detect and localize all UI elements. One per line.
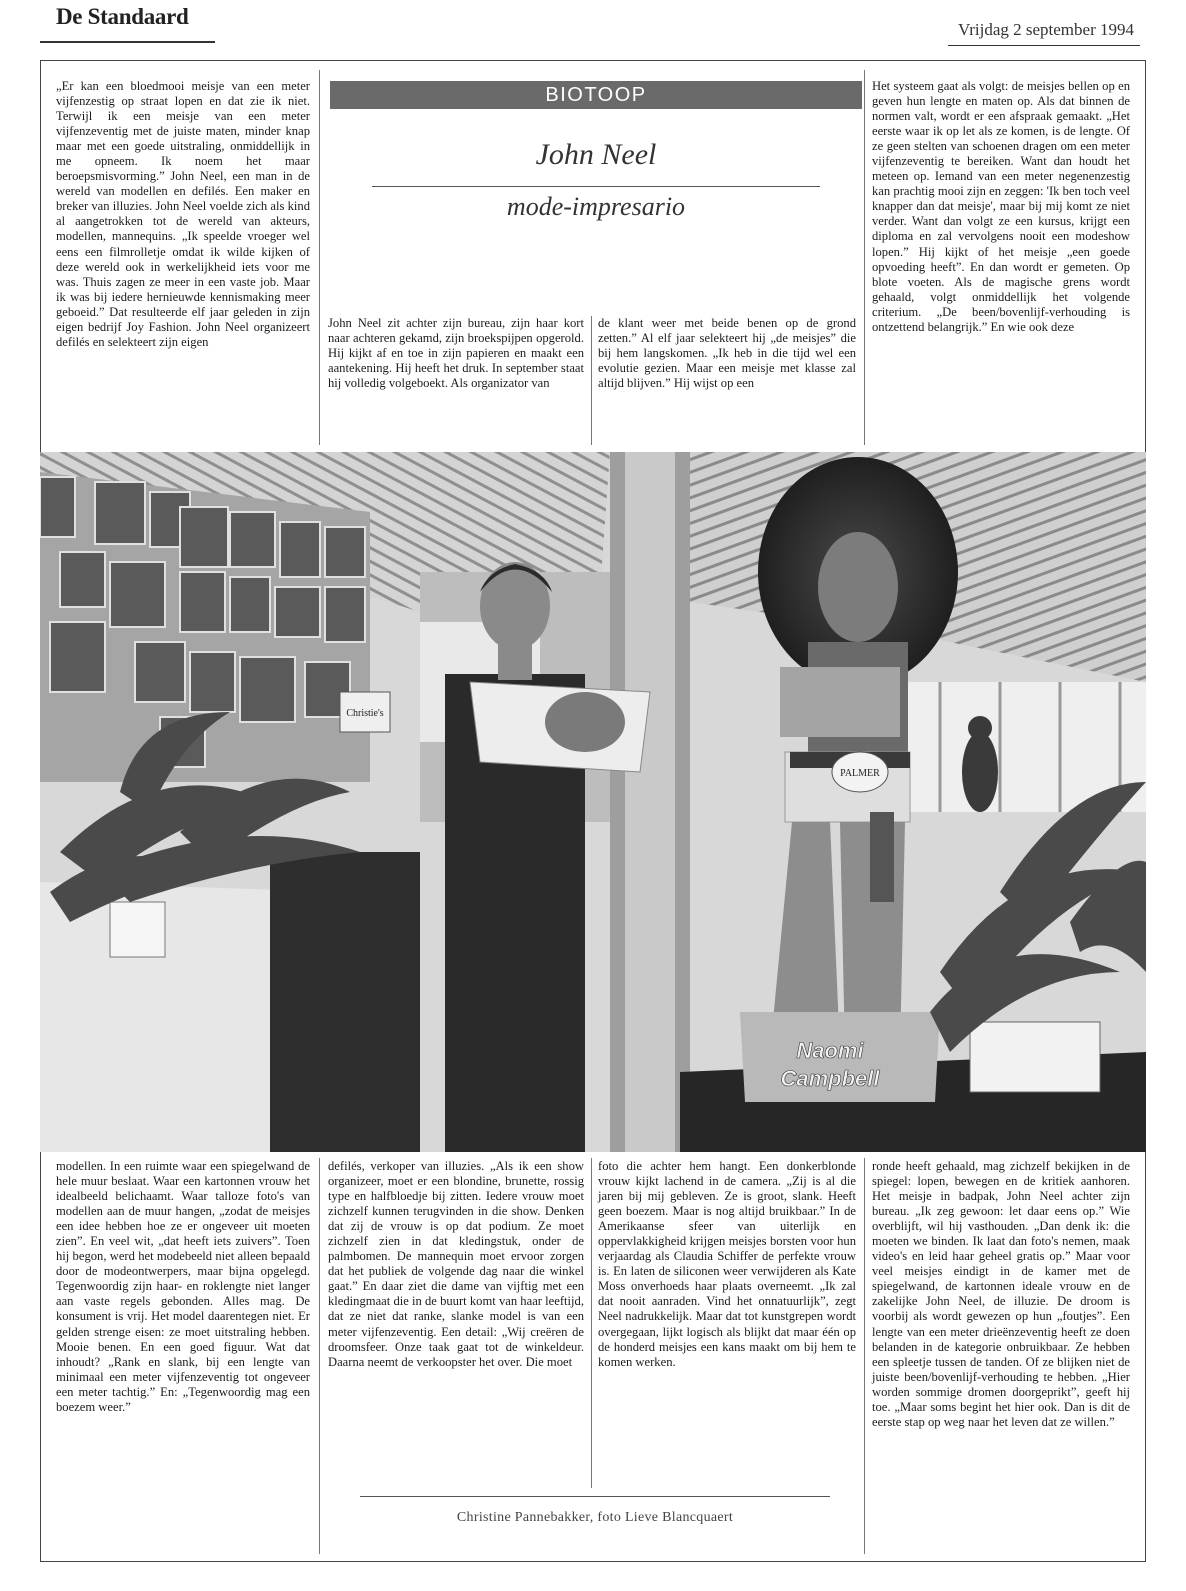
cutout-caption-line2: Campbell	[780, 1066, 880, 1091]
bottom-column-4-text: ronde heeft gehaald, mag zichzelf bekijken in de spiegel: lopen, bewegen en de kritiek aanhoren. Het meisje in badpak, John Neel achter zijn bureau. „Ik zeg gewoon: let daar eens op.” Wie overblijft, wil hij vasthouden. „Dan denk ik: die moeten we binden. Ik laat dan foto's nemen, maak video's en leid haar geheel gratis op.” Maar voor veel meisjes eindigt in de kamer met de spiegelwand, de kartonnen ideale vrouw en de zakelijke John Neel, de illuzie. De droom is voorbij als wordt gewezen op hun „foutjes”. Een lengte van een meter drieënzeventig heeft ze doen belanden in de kategorie onbruikbaar. Ze hebben een spleetje tussen de tanden. Of ze blijken niet de juiste been/bovenlijf-verhouding te hebben. „Hier worden sommige dromen doorgeprikt”, geeft hij toe. „Maar soms begint het hier ook. Dan is dit de eerste stap op weg naar het leven dat ze willen.”	[872, 1159, 1130, 1429]
headline-name: John Neel	[535, 138, 657, 171]
top-column-4	[872, 79, 1130, 335]
bottom-column-2	[328, 1159, 584, 1370]
bottom-column-1-text: modellen. In een ruimte waar een spiegelwand de hele muur beslaat. Waar een kartonnen vrouw het idealbeeld belichaamt. Waar talloze foto's van modellen aan de muur hangen, „zodat de meisjes een idee hebben hoe ze er ongeveer uit moeten zien”. En veel wit, „dat heeft iets zuivers”. Toen hij begon, werd het modebeeld niet alleen bepaald door de modeontwerpers, maar bijna opgelegd. Tegenwoordig zijn haar- en roklengte niet langer aan vaste regels gebonden. Alles mag. De konsument is vrij. Het model daarentegen niet. Er gelden strenge eisen: ze moet uitstraling hebben. Mooie benen. En een goed figuur. Wat dat inhoudt? „Rank en slank, bij een lengte van minimaal een meter vijfenzeventig tot ongeveer een meter tachtig.” En: „Tegenwoordig mag een boezem weer.”	[56, 1159, 310, 1414]
top-column-1-text: „Er kan een bloedmooi meisje van een meter vijfenzestig op straat lopen en dat zie ik niet. Terwijl ik een meisje van een meter vijfenzeventig met de juiste maten, minder knap maar met een goede uitstraling, onmiddellijk in me opneem. Ik noem het maar beroepsmisvorming.” John Neel, een man in de wereld van modellen en defilés. Een maker en breker van illuzies. John Neel voelde zich als kind al aangetrokken tot de wereld van akteurs, modellen, mannequins. „Ik speelde vroeger wel eens een filmrolletje omdat ik wilde kijken of deze wereld ook in werkelijkheid iets voor me was. Thuis zagen ze meer in een vaste job. Maar ik was bij iedere hernieuwde kennismaking meer geboeid.” Dat resulteerde elf jaar geleden in zijn eigen bedrijf Joy Fashion. John Neel organizeert defilés en selekteert zijn eigen	[56, 79, 310, 349]
column-divider	[319, 70, 320, 445]
top-column-4-text: Het systeem gaat als volgt: de meisjes bellen op en geven hun lengte en maten op. Als dat binnen de normen valt, wordt er een afspraak gemaakt. „Het eerste waar ik op let als ze komen, is de lengte. Of ze geen stelten van schoenen dragen om een meter vijfenzeventig te bereiken. Want dan houdt het meteen op. Iemand van een meter negenenzestig kan prachtig mooi zijn en zeggen: 'Ik ben toch veel knapper dan dat meisje', maar bij mij komt ze niet verder. Want dan volgt ze een kursus, krijgt een diploma en zal vervolgens nooit een modeshow lopen.” Hij kijkt of het meisje „een goede opvoeding heeft”. En dan wordt er gemeten. Op blote voeten. Als de magische grens wordt gehaald, volgt onmiddellijk het volgende criterium. „De been/bovenlijf-verhouding is ontzettend belangrijk.” En wie ook deze	[872, 79, 1130, 334]
byline-rule	[360, 1496, 830, 1497]
dateline-rule	[948, 45, 1140, 46]
bottom-column-2-text: defilés, verkoper van illuzies. „Als ik een show organizeer, moet er een blondine, brunette, rossig type en halfbloedje bij zitten. Iedere vrouw moet zichzelf kunnen terugvinden in die show. Denken dat zij de vrouw is op dat podium. Ze moet zichzelf zien in dat kledingstuk, onder de palmbomen. De mannequin moet ervoor zorgen dat het publiek de volgende dag naar die winkel gaat.” En daar ziet die dame van vijftig met een kledingmaat die in de buurt komt van haar leeftijd, dat ze niet dat ranke, slanke model is van een meter vijfenzeventig. Een detail: „Wij creëren de droomsfeer. Onze taak gaat tot de winkeldeur. Daarna neemt de verkoopster het over. Die moet	[328, 1159, 584, 1369]
top-column-3	[598, 316, 856, 391]
cutout-caption-line1: Naomi	[796, 1038, 864, 1063]
column-divider	[864, 1158, 865, 1554]
masthead-rule	[40, 41, 215, 43]
top-column-1	[56, 79, 310, 350]
column-divider	[864, 70, 865, 445]
column-divider	[591, 1158, 592, 1488]
poster-label: Christie's	[346, 708, 384, 719]
top-column-2	[328, 316, 584, 391]
headline-rule	[372, 186, 820, 187]
belt-badge: PALMER	[840, 768, 880, 779]
bottom-column-1	[56, 1159, 310, 1415]
column-divider	[591, 316, 592, 445]
top-column-3-text: de klant weer met beide benen op de grond zetten.” Al elf jaar selekteert hij „de meisjes” die bij hem langskomen. „Ik heb in die tijd wel een evolutie gezien. Maar een meisje met klasse zal altijd blijven.” Hij wijst op een	[598, 316, 856, 391]
bottom-column-3	[598, 1159, 856, 1370]
office-photo	[40, 452, 1146, 1152]
bottom-column-3-text: foto die achter hem hangt. Een donkerblonde vrouw kijkt lachend in de camera. „Zij is al die jaren bij mij gebleven. Ze is groot, slank. Heeft geen boezem. Maar is nog altijd bruikbaar.” In de Amerikaanse sfeer van uiterlijk en oppervlakkigheid krijgen meisjes borsten voor hun verjaardag als Claudia Schiffer de perfekte vrouw is. En laten de siliconen weer verwijderen als Kate Moss onverhoeds haar plaats overneemt. „Ik zal dat nooit aanraden. Vind het onnatuurlijk”, zegt Neel nadrukkelijk. Maar dat tot kunstgrepen wordt overgegaan, lijkt logisch als blijkt dat maar één op de honderd meisjes een kans maakt om bij hem te komen werken.	[598, 1159, 856, 1369]
byline: Christine Pannebakker, foto Lieve Blancquaert	[456, 1510, 734, 1525]
article-photo	[40, 452, 1146, 1152]
top-column-2-text: John Neel zit achter zijn bureau, zijn haar kort naar achteren gekamd, zijn broekspijpen opgerold. Hij kijkt af en toe in zijn papieren en maakt een aantekening. Hij heeft het druk. In september staat hij volledig volgeboekt. Als organizator van	[328, 316, 584, 391]
column-divider	[319, 1158, 320, 1554]
bottom-column-4	[872, 1159, 1130, 1430]
kicker: BIOTOOP	[330, 81, 862, 109]
headline-role: mode-impresario	[506, 192, 686, 221]
masthead: De Standaard	[56, 4, 189, 29]
dateline: Vrijdag 2 september 1994	[957, 20, 1134, 39]
